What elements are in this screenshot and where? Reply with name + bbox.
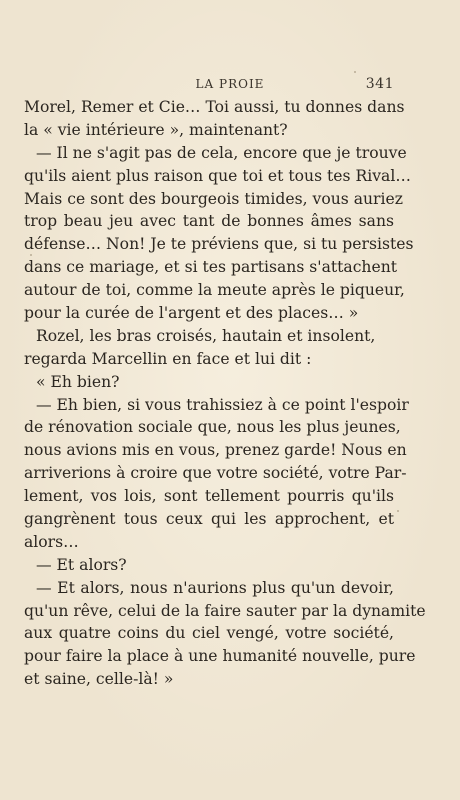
text-line: défense… Non! Je te préviens que, si tu persistes [24,235,414,254]
text-line: — Et alors? [36,555,127,574]
text-line: Rozel, les bras croisés, hautain et insolent, [36,326,376,345]
text-line: lement, vos lois, sont tellement pourris qu'ils [24,487,394,506]
text-line: pour faire la place à une humanité nouvelle, pure [24,647,416,666]
text-line: Mais ce sont des bourgeois timides, vous auriez [24,189,403,208]
paper-speck [354,71,356,73]
running-title: LA PROIE [195,77,265,91]
text-line: Morel, Remer et Cie… Toi aussi, tu donnes dans [24,98,405,116]
text-line: la « vie intérieure », maintenant? [24,120,288,139]
text-line: dans ce mariage, et si tes partisans s'attachent [24,258,398,277]
text-line: nous avions mis en vous, prenez garde! Nous en [24,441,407,460]
text-line: trop beau jeu avec tant de bonnes âmes sans [24,212,394,231]
text-line: de rénovation sociale que, nous les plus jeunes, [24,418,401,437]
text-line: — Eh bien, si vous trahissiez à ce point l'espoir [36,395,409,414]
text-line: gangrènent tous ceux qui les approchent, et [24,510,394,529]
text-line: aux quatre coins du ciel vengé, votre société, [24,624,394,643]
running-head [0,77,460,93]
paper-speck [397,510,399,512]
text-line: arriverions à croire que votre société, votre Par- [24,464,407,483]
text-line: — Il ne s'agit pas de cela, encore que je trouve [36,143,407,162]
text-line: « Eh bien? [36,372,120,391]
text-line: pour la curée de l'argent et des places… » [24,304,359,323]
text-line: qu'ils aient plus raison que toi et tous tes Rival… [24,166,411,185]
paper-speck [30,254,32,256]
text-line: autour de toi, comme la meute après le piqueur, [24,281,405,300]
text-line: alors… [24,532,79,551]
text-line: regarda Marcellin en face et lui dit : [24,349,312,368]
text-line: qu'un rêve, celui de la faire sauter par la dynamite [24,601,426,620]
text-line: et saine, celle-là! » [24,670,174,689]
text-line: — Et alors, nous n'aurions plus qu'un devoir, [36,578,394,597]
body-text [24,96,426,691]
page-number: 341 [365,76,394,92]
